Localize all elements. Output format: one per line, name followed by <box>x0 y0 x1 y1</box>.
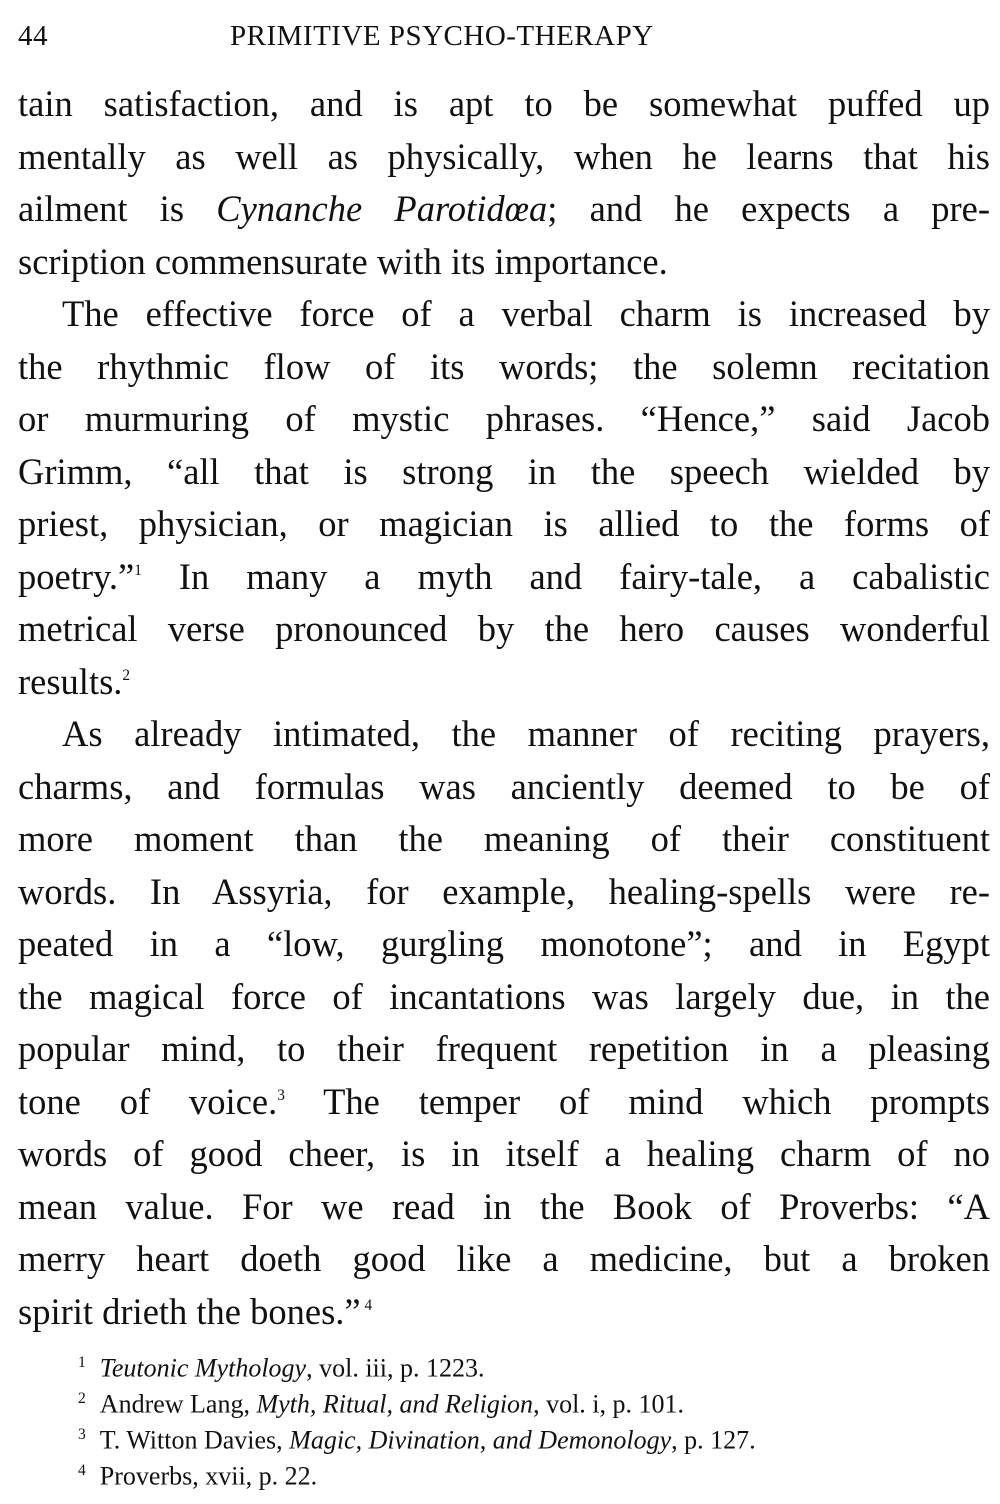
text-segment: mentally as well as physically, when he learns that his <box>18 135 990 177</box>
text-segment: charms, and formulas was anciently deemed to be of <box>18 765 990 807</box>
text-line <box>18 131 990 184</box>
text-line <box>18 918 990 971</box>
text-line <box>18 603 990 656</box>
text-segment: or murmuring of mystic phrases. “Hence,” said Jacob <box>18 398 990 439</box>
text-segment: Proverbs, xvii, p. 22. <box>99 1461 318 1491</box>
text-line <box>18 446 990 499</box>
text-segment: T. Witton Davies, <box>99 1425 290 1455</box>
footnote-mark: 1 <box>78 1354 86 1371</box>
text-line <box>18 1128 990 1181</box>
footnote-ref: 4 <box>360 1296 373 1314</box>
text-line <box>18 971 990 1024</box>
italic-text: Magic, Divination, and Demonology <box>289 1425 672 1455</box>
text-segment: As already intimated, the manner of reciting prayers, <box>62 713 990 754</box>
text-segment: Grimm, “all that is strong in the speech wielded by <box>18 450 990 492</box>
paragraph <box>18 708 990 1338</box>
italic-text: Myth, Ritual, and Religion <box>256 1389 534 1419</box>
text-line <box>18 393 990 446</box>
text-line <box>18 656 990 709</box>
footnote-ref: 2 <box>122 666 131 684</box>
text-line <box>18 761 990 814</box>
text-segment: In many a myth and fairy-tale, a cabalistic <box>141 555 990 597</box>
running-head: PRIMITIVE PSYCHO-THERAPY <box>230 20 654 52</box>
text-line <box>18 1023 990 1076</box>
text-segment: ; and he expects a pre- <box>547 188 990 229</box>
text-segment: , vol. iii, p. 1223. <box>306 1353 485 1383</box>
text-segment: priest, physician, or magician is allied to the forms of <box>18 503 990 544</box>
text-segment: mean value. For we read in the Book of Proverbs: “A <box>18 1185 990 1227</box>
footnote-ref: 3 <box>277 1086 285 1104</box>
text-segment: merry heart doeth good like a medicine, but a broken <box>18 1238 990 1279</box>
text-segment: scription commensurate with its importance. <box>18 240 668 282</box>
page-header <box>18 20 990 60</box>
footnotes <box>78 1345 978 1489</box>
text-segment: The effective force of a verbal charm is increased by <box>62 293 990 334</box>
paragraph <box>18 78 990 288</box>
text-segment: , vol. i, p. 101. <box>533 1389 685 1419</box>
footnote-mark: 3 <box>78 1426 86 1443</box>
footnote-mark: 4 <box>78 1462 86 1479</box>
footnote <box>78 1417 978 1453</box>
text-line <box>18 78 990 131</box>
text-line <box>18 551 990 604</box>
text-line <box>18 341 990 394</box>
footnote <box>78 1381 978 1417</box>
text-segment: peated in a “low, gurgling monotone”; and in Egypt <box>18 923 990 964</box>
text-line <box>18 1286 990 1339</box>
text-segment: spirit drieth the bones.” <box>18 1290 361 1332</box>
text-segment: metrical verse pronounced by the hero causes wonderful <box>18 608 990 649</box>
text-line <box>18 1233 990 1286</box>
text-segment: The temper of mind which prompts <box>284 1080 990 1122</box>
text-line <box>18 1181 990 1234</box>
text-segment: words. In Assyria, for example, healing-spells were re- <box>18 870 990 912</box>
text-segment: more moment than the meaning of their constituent <box>18 818 990 859</box>
text-segment: words of good cheer, is in itself a healing charm of no <box>18 1133 990 1174</box>
text-line <box>18 498 990 551</box>
text-segment: tain satisfaction, and is apt to be somewhat puffed up <box>18 83 990 124</box>
footnote <box>78 1345 978 1381</box>
text-segment: popular mind, to their frequent repetition in a pleasing <box>18 1028 990 1069</box>
text-line <box>18 288 990 341</box>
text-segment: tone of voice. <box>18 1080 278 1122</box>
text-line <box>18 236 990 289</box>
italic-text: Teutonic Mythology <box>99 1353 307 1383</box>
text-segment: the rhythmic flow of its words; the solemn recitation <box>18 345 990 387</box>
text-segment: , p. 127. <box>671 1425 756 1455</box>
text-segment: ailment is <box>18 188 217 229</box>
italic-text: Cynanche Parotidœa <box>216 188 548 229</box>
text-segment: results. <box>18 660 123 702</box>
footnote <box>78 1453 978 1489</box>
text-segment: Andrew Lang, <box>99 1389 257 1419</box>
text-line <box>18 708 990 761</box>
text-segment: poetry.” <box>18 555 135 597</box>
page-number: 44 <box>18 20 48 52</box>
text-line <box>18 813 990 866</box>
text-line <box>18 1076 990 1129</box>
text-line <box>18 866 990 919</box>
body-text <box>18 78 990 1338</box>
text-line <box>18 183 990 236</box>
footnote-mark: 2 <box>78 1390 86 1407</box>
footnote-ref: 1 <box>134 561 142 579</box>
text-segment: the magical force of incantations was largely due, in the <box>18 975 990 1017</box>
paragraph <box>18 288 990 708</box>
